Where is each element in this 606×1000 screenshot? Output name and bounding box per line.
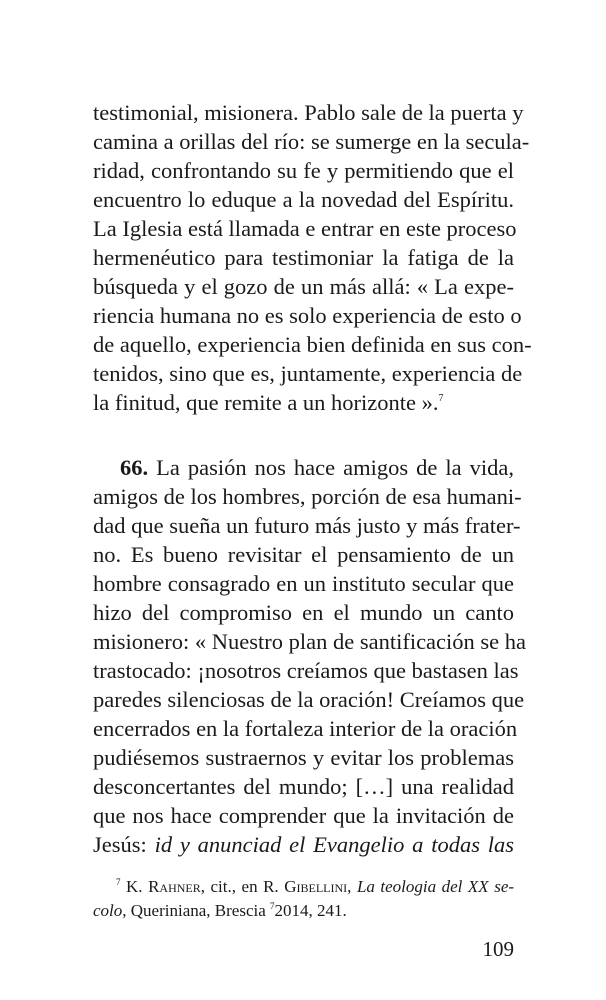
body-line: amigos de los hombres, porción de esa humani- [93,484,522,509]
body-line: desconcertantes del mundo; […] una realidad [93,774,514,799]
body-line: hermenéutico para testimoniar la fatiga de la [93,245,514,270]
footnote-text: 2014, 241. [274,901,347,920]
footnote-line: $^7$ K. Rahner, cit., en R. Gibellini, La teologia del XX se- [116,877,515,896]
footnote-line [93,899,514,923]
footnote-author: K. Rahner [126,877,201,896]
body-line: riencia humana no es solo experiencia de esto o [93,303,522,328]
body-line: hombre consagrado en un instituto secular que [93,571,514,596]
paragraph-number: 66. [120,455,149,480]
paragraph-66-first-line [120,453,514,482]
italic-quote: id y anunciad el Evangelio a todas las [154,832,515,857]
body-line: pudiésemos sustraernos y evitar los problemas [93,745,514,770]
body-line-text: La pasión nos hace amigos de la vida, [156,455,514,480]
body-line: tenidos, sino que es, juntamente, experiencia de [93,361,523,386]
footnote-author: Gibellini [284,877,348,896]
body-line: dad que sueña un futuro más justo y más frater- [93,513,521,538]
footnote-text: , Queriniana, Brescia [122,901,266,920]
body-line: hizo del compromiso en el mundo un canto [93,600,514,625]
body-line: testimonial, misionera. Pablo sale de la puerta y [93,100,524,125]
body-line: La Iglesia está llamada e entrar en este proceso [93,216,517,241]
body-line: encerrados en la fortaleza interior de la oración [93,716,518,741]
body-line: encuentro lo eduque a la novedad del Espíritu. [93,187,514,212]
body-line: camina a orillas del río: se sumerge en la secula- [93,129,530,154]
body-line-text: la finitud, que remite a un horizonte ». [93,390,439,415]
footnote-marker: 7 [116,877,121,887]
body-line: ridad, confrontando su fe y permitiendo que el [93,158,514,183]
body-line: que nos hace comprender que la invitación de [93,803,514,828]
footnote-reference: 7 [438,393,444,404]
body-line-last [93,388,514,417]
footnote-title: La teologia del XX se- [356,877,515,896]
body-line: paredes silenciosas de la oración! Creíamos que [93,687,525,712]
body-line-mixed [93,830,514,859]
body-line: trastocado: ¡nosotros creíamos que bastasen las [93,658,519,683]
body-line: búsqueda y el gozo de un más allá: « La expe- [93,274,514,299]
footnote-edition: 7 [270,901,275,911]
footnote-text: , cit., en R. [200,877,279,896]
footnote-title: colo [93,901,123,920]
body-line: no. Es bueno revisitar el pensamiento de un [93,542,514,567]
body-line-text: Jesús: [93,832,147,857]
body-line: misionero: « Nuestro plan de santificación se ha [93,629,527,654]
page-number: 109 [482,937,514,961]
body-line: de aquello, experiencia bien definida en sus con- [93,332,532,357]
